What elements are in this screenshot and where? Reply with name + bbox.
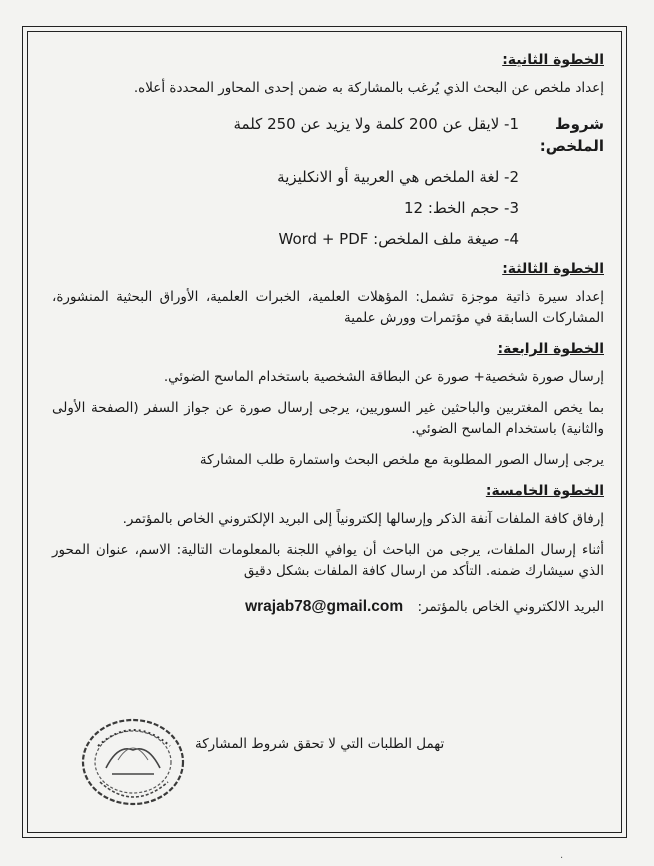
step4-heading: الخطوة الرابعة: (497, 341, 604, 357)
summary-condition-1: 1- لايقل عن 200 كلمة ولا يزيد عن 250 كلمة (233, 115, 519, 133)
summary-condition-3: 3- حجم الخط: 12 (403, 199, 519, 217)
step3-text: إعداد سيرة ذاتية موجزة تشمل: المؤهلات العلمية، الخبرات العلمية، الأوراق البحثية المنشورة، المشاركات السابقة في مؤتمرات وورش علمية (52, 289, 604, 326)
official-seal-stamp (78, 716, 188, 808)
summary-condition-4-row (52, 228, 604, 250)
step4-paragraph-2: بما يخص المغتربين والباحثين غير السوريين، يرجى إرسال صورة عن جواز السفر (الصفحة الأولى والثانية) باستخدام الماسح الضوئي. (52, 400, 604, 437)
summary-conditions-label: شروط الملخص: (539, 115, 604, 155)
step3-heading: الخطوة الثالثة: (502, 261, 604, 277)
summary-condition-2-row (52, 166, 604, 188)
step4-paragraph-3: يرجى إرسال الصور المطلوبة مع ملخص البحث واستمارة طلب المشاركة (199, 452, 604, 468)
summary-condition-3-row (52, 197, 604, 219)
step5-heading: الخطوة الخامسة: (485, 483, 604, 499)
conference-email-row (52, 596, 604, 618)
summary-condition-1-row (52, 113, 604, 157)
summary-condition-4: 4- صيغة ملف الملخص: Word + PDF (278, 230, 519, 248)
summary-condition-2: 2- لغة الملخص هي العربية أو الانكليزية (277, 168, 519, 186)
conference-email[interactable]: wrajab78@gmail.com (245, 598, 404, 615)
page-mark: . (560, 850, 564, 861)
document-body (52, 50, 604, 624)
step5-paragraph-1: إرفاق كافة الملفات آنفة الذكر وإرسالها إلكترونياً إلى البريد الإلكتروني الخاص بالمؤتمر. (122, 511, 604, 527)
footer-note: تهمل الطلبات التي لا تحقق شروط المشاركة (195, 736, 445, 752)
step5-paragraph-2: أثناء إرسال الملفات، يرجى من الباحث أن يوافي اللجنة بالمعلومات التالية: الاسم، عنوان المحور الذي سيشارك ضمنه. التأكد من ارسال كافة الملفات بشكل دقيق (52, 542, 604, 579)
step2-text: إعداد ملخص عن البحث الذي يُرغب بالمشاركة به ضمن إحدى المحاور المحددة أعلاه. (133, 80, 604, 96)
email-label: البريد الالكتروني الخاص بالمؤتمر: (417, 599, 604, 615)
step4-paragraph-1: إرسال صورة شخصية+ صورة عن البطاقة الشخصية باستخدام الماسح الضوئي. (163, 369, 604, 385)
step2-heading: الخطوة الثانية: (502, 52, 604, 68)
